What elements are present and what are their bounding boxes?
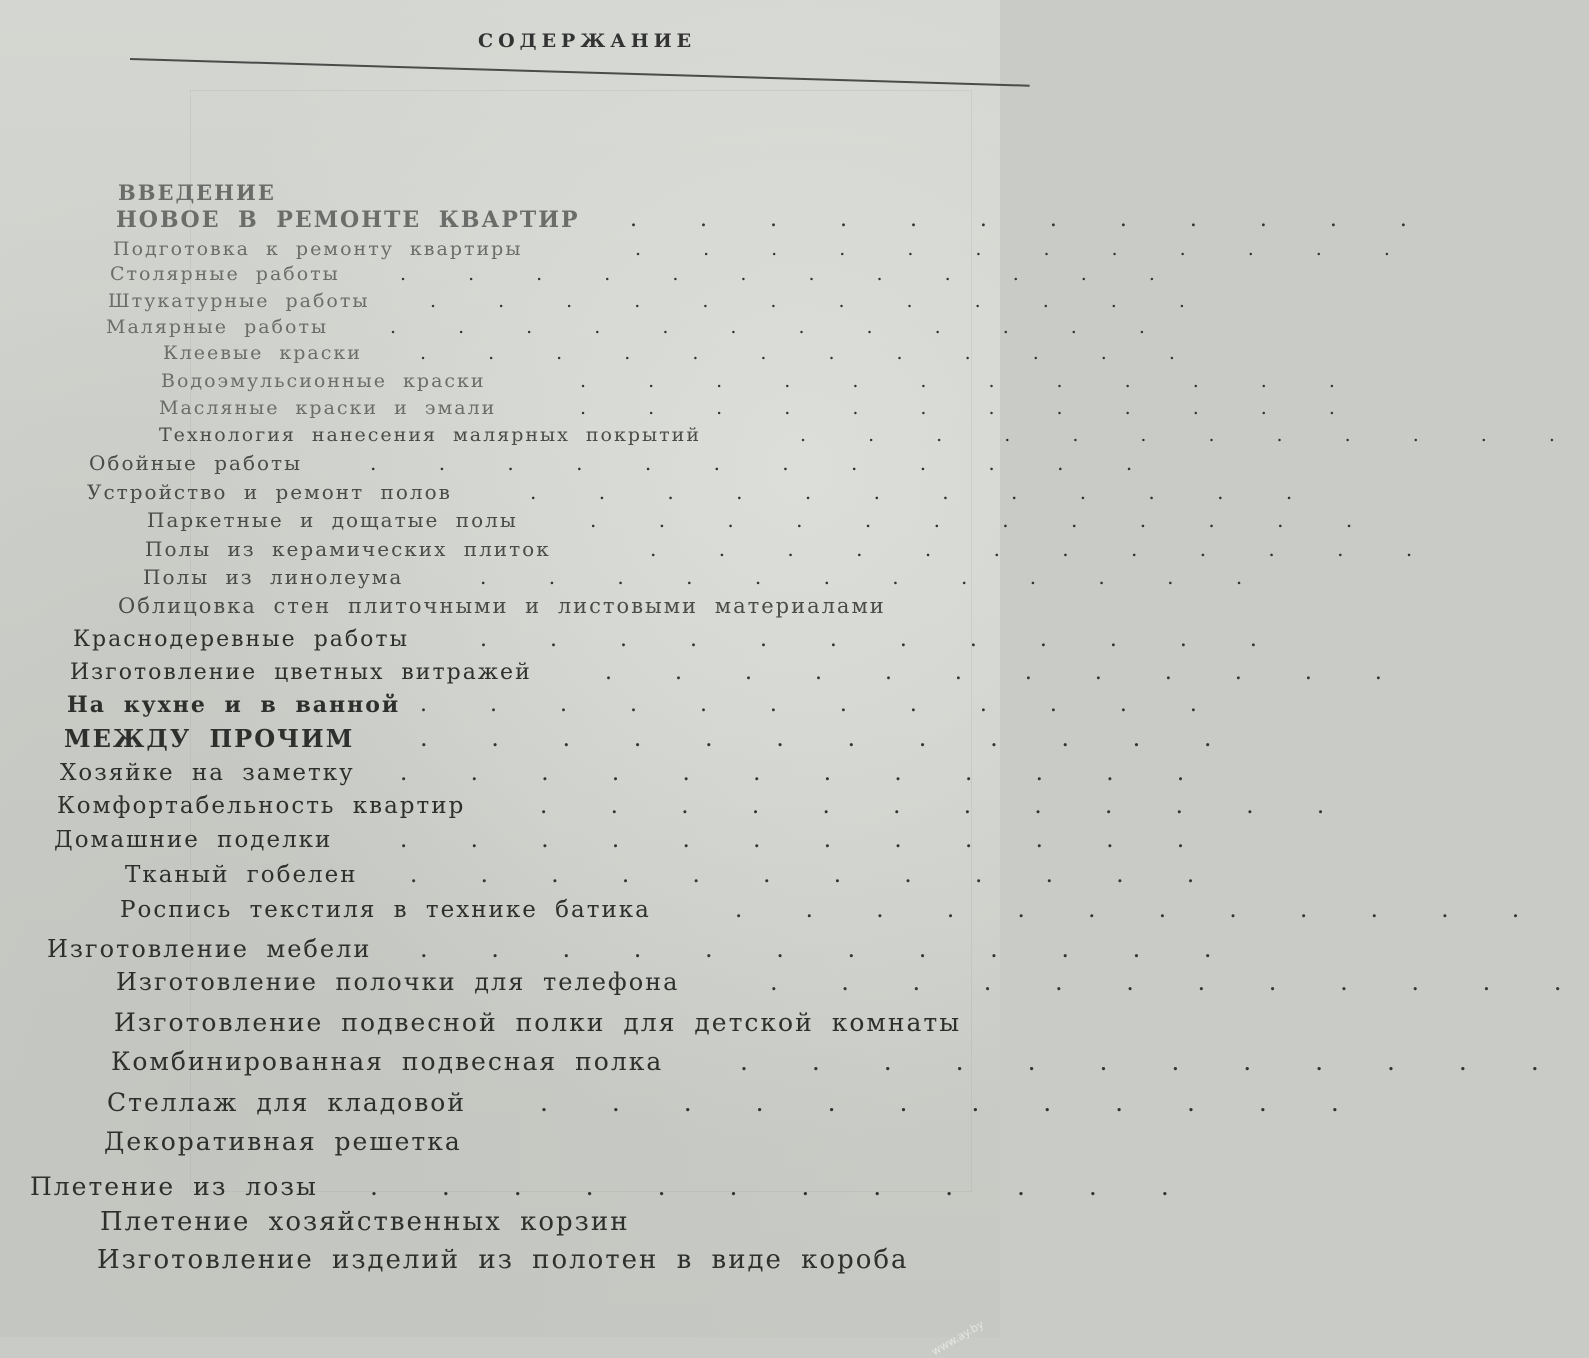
dot-leader: . . . . . . . . . . . .	[480, 627, 1285, 652]
dot-leader: . . . . . . . . . . . .	[480, 565, 1271, 589]
toc-entry-title: Плетение из лозы	[30, 1172, 318, 1201]
toc-entry-title: Паркетные и дощатые полы	[147, 508, 518, 532]
site-watermark: www.ay.by	[929, 1317, 986, 1358]
toc-entry	[0, 370, 1363, 396]
dot-leader: . . . . . . . . . . . .	[635, 238, 1418, 260]
toc-entry	[0, 508, 1381, 535]
dot-leader: . . . . . . . . . . . .	[590, 508, 1381, 532]
toc-entry-title: Комфортабельность квартир	[57, 793, 466, 819]
toc-entry-title: Домашние поделки	[54, 827, 333, 853]
toc-entry	[0, 968, 1589, 1000]
toc-entry	[0, 1207, 1000, 1242]
dot-leader: . . . . . . . . . . . .	[540, 1088, 1367, 1117]
toc-entry-title: Подготовка к ремонту квартиры	[113, 238, 523, 260]
toc-entry	[0, 594, 1000, 622]
toc-entry-title: Обойные работы	[89, 451, 303, 475]
toc-entry	[0, 316, 1173, 342]
dot-leader: . . . . . . . . . . . .	[390, 316, 1173, 338]
toc-entry	[0, 207, 1435, 237]
toc-entry	[0, 692, 1225, 722]
dot-leader: . . . . . . . . . . . .	[735, 897, 1548, 923]
toc-entry	[0, 660, 1410, 690]
toc-entry	[0, 897, 1548, 928]
toc-entry-title: Технология нанесения малярных покрытий	[159, 424, 701, 446]
toc-entry-title: Полы из керамических плиток	[145, 537, 551, 561]
dot-leader: . . . . . . . . . . . .	[420, 692, 1225, 717]
toc-entry-title: Масляные краски и эмали	[159, 397, 497, 419]
toc-entry-title: Малярные работы	[106, 316, 329, 338]
toc-entry-title: Клеевые краски	[163, 342, 362, 364]
toc-entry-title: НОВОЕ В РЕМОНТЕ КВАРТИР	[116, 207, 580, 233]
dot-leader: . . . . . . . . . . . .	[400, 827, 1213, 853]
toc-entry-title: Облицовка стен плиточными и листовыми материалами	[118, 594, 886, 618]
toc-entry-title: Устройство и ремонт полов	[87, 480, 452, 504]
dot-leader: . . . . . . . . . . . .	[770, 968, 1589, 996]
toc-entry-title: Столярные работы	[110, 263, 340, 285]
toc-entry-title: Водоэмульсионные краски	[161, 370, 486, 392]
toc-entry	[0, 480, 1321, 507]
dot-leader: . . . . . . . . . . . .	[430, 290, 1213, 312]
dot-leader: . . . . . . . . . . . .	[630, 207, 1435, 232]
dot-leader: . . . . . . . . . . . .	[420, 935, 1240, 963]
dot-leader: . . . . . . . . . . . .	[580, 397, 1363, 419]
dot-leader: . . . . . . . . . . . .	[580, 370, 1363, 392]
toc-entry-title: Полы из линолеума	[143, 565, 404, 589]
toc-entry	[0, 397, 1363, 423]
toc-entry-title: МЕЖДУ ПРОЧИМ	[64, 724, 355, 753]
dot-leader: . . . . . . . . . . . .	[370, 1172, 1197, 1201]
toc-entry-title: ВВЕДЕНИЕ	[118, 180, 276, 205]
toc-entry	[0, 342, 1203, 368]
toc-entry-title: Изготовление мебели	[47, 935, 372, 963]
toc-entry-title: На кухне и в ванной	[67, 692, 401, 718]
toc-entry	[0, 424, 1583, 450]
toc-entry-title: Изготовление цветных витражей	[70, 660, 532, 685]
toc-entry	[0, 263, 1183, 289]
toc-entry	[0, 862, 1223, 893]
dot-leader: . . . . . . . . . . . .	[420, 724, 1240, 752]
dot-leader: . . . . . . . . . . . .	[540, 793, 1353, 819]
toc-entry	[0, 180, 1000, 208]
toc-entry	[0, 793, 1353, 824]
dot-leader: . . . . . . . . . . . .	[740, 1047, 1567, 1076]
toc-entry	[0, 760, 1213, 791]
toc-entry-title: Декоративная решетка	[104, 1127, 462, 1156]
toc-entry-title: Штукатурные работы	[108, 290, 370, 312]
toc-entry-title: Краснодеревные работы	[73, 627, 410, 652]
toc-entry-title: Изготовление изделий из полотен в виде короба	[97, 1245, 909, 1275]
toc-entry	[0, 627, 1285, 657]
toc-entry-title: Изготовление подвесной полки для детской комнаты	[114, 1008, 962, 1037]
toc-entry	[0, 1088, 1367, 1122]
toc-entry-title: Комбинированная подвесная полка	[111, 1047, 664, 1076]
toc-entry	[0, 1172, 1197, 1206]
toc-entry	[0, 565, 1271, 592]
toc-entry	[0, 1245, 1000, 1280]
dot-leader: . . . . . . . . . . . .	[605, 660, 1410, 685]
dot-leader: . . . . . . . . . . . .	[530, 480, 1321, 504]
heading-rule	[130, 58, 1030, 87]
toc-entry	[0, 1127, 1000, 1161]
toc-entry	[0, 1008, 1000, 1042]
toc-entry	[0, 451, 1161, 478]
toc-entry	[0, 1047, 1567, 1081]
toc-entry-title: Плетение хозяйственных корзин	[100, 1207, 630, 1237]
toc-entry-title: Хозяйке на заметку	[60, 760, 355, 786]
dot-leader: . . . . . . . . . . . .	[400, 760, 1213, 786]
toc-entry	[0, 935, 1240, 967]
toc-entry	[0, 537, 1441, 564]
toc-entry-title: Роспись текстиля в технике батика	[120, 897, 651, 923]
toc-entry	[0, 827, 1213, 858]
toc-entry-title: Изготовление полочки для телефона	[116, 968, 680, 996]
toc-entry	[0, 724, 1240, 756]
dot-leader: . . . . . . . . . . . .	[400, 263, 1183, 285]
dot-leader: . . . . . . . . . . . .	[800, 424, 1583, 446]
toc-entry	[0, 290, 1213, 316]
dot-leader: . . . . . . . . . . . .	[410, 862, 1223, 888]
dot-leader: . . . . . . . . . . . .	[420, 342, 1203, 364]
toc-entry-title: Стеллаж для кладовой	[107, 1088, 467, 1117]
dot-leader: . . . . . . . . . . . .	[650, 537, 1441, 561]
toc-heading: СОДЕРЖАНИЕ	[478, 30, 697, 52]
toc-entry	[0, 238, 1418, 264]
dot-leader: . . . . . . . . . . . .	[370, 451, 1161, 475]
toc-entry-title: Тканый гобелен	[125, 862, 358, 888]
